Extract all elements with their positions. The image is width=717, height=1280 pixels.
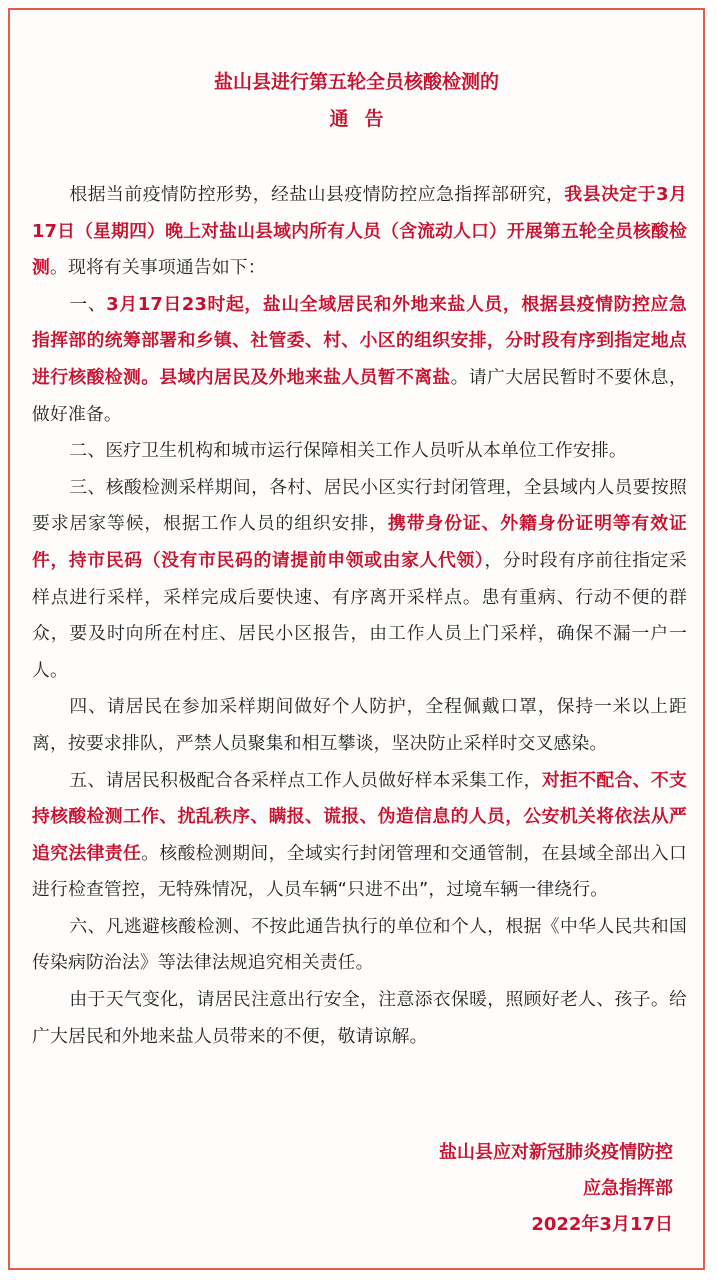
paragraph-item-1 [32,287,687,433]
signature-date: 2022年3月17日 [531,1214,673,1235]
highlight-text: 对拒不配合、不支持核酸检测工作、扰乱秩序、瞒报、谎报、伪造信息的人员，公安机关将依法从严追究法律责任 [32,769,687,864]
paragraph-text: 六、凡逃避核酸检测、不按此通告执行的单位和个人，根据《中华人民共和国传染病防治法》等法律法规追究相关责任。 [32,915,687,974]
paragraph-text: 四、请居民在参加采样期间做好个人防护，全程佩戴口罩，保持一米以上距离，按要求排队，严禁人员聚集和相互攀谈，坚决防止采样时交叉感染。 [32,696,687,754]
notice-document [8,8,705,1270]
paragraph-text: 三、核酸检测采样期间，各村、居民小区实行封闭管理，全县域内人员要按照要求居家等候，根据工作人员的组织安排， [32,476,687,535]
paragraph-closing [32,982,687,1055]
paragraph-text: 。现将有关事项通告如下： [49,257,266,279]
notice-body [32,177,687,1055]
highlight-text: 携带身份证、外籍身份证明等有效证件，持市民码（没有市民码的请提前申领或由家人代领） [32,513,687,571]
paragraph-text: 。请广大居民暂时不要休息，做好准备。 [32,366,687,425]
paragraph-intro [32,177,687,287]
paragraph-text: 。核酸检测期间，全域实行封闭管理和交通管制，在县域全部出入口进行检查管控，无特殊情况，人员车辆“只进不出”，过境车辆一律绕行。 [32,842,687,901]
paragraph-text: 由于天气变化，请居民注意出行安全，注意添衣保暖，照顾好老人、孩子。给广大居民和外地来盐人员带来的不便，敬请谅解。 [32,989,687,1047]
paragraph-item-2 [32,433,687,470]
notice-subtitle: 通告 [329,108,400,130]
signature-org-line1: 盐山县应对新冠肺炎疫情防控 [439,1142,673,1163]
paragraph-item-5 [32,763,687,909]
highlight-text: 3月17日23时起，盐山全域居民和外地来盐人员，根据县疫情防控应急指挥部的统筹部署和乡镇、社管委、村、小区的组织安排，分时段有序到指定地点进行核酸检测。县域内居民及外地来盐人员暂不离盐 [32,293,687,388]
paragraph-text: 五、请居民积极配合各采样点工作人员做好样本采集工作， [69,769,542,791]
paragraph-text: 一、 [69,293,107,315]
paragraph-item-3 [32,470,687,690]
paragraph-text: 根据当前疫情防控形势，经盐山县疫情防控应急指挥部研究， [69,184,565,205]
highlight-text: 我县决定于3月17日（星期四）晚上对盐山县域内所有人员（含流动人口）开展第五轮全员核酸检测 [32,184,687,279]
paragraph-text: 二、医疗卫生机构和城市运行保障相关工作人员听从本单位工作安排。 [69,440,627,462]
signature-org-line2: 应急指挥部 [583,1178,673,1199]
notice-title: 盐山县进行第五轮全员核酸检测的 [213,71,499,93]
paragraph-item-4 [32,689,687,762]
paragraph-item-6 [32,909,687,982]
paragraph-text: ，分时段有序前往指定采样点进行采样，采样完成后要快速、有序离开采样点。患有重病、行动不便的群众，要及时向所在村庄、居民小区报告，由工作人员上门采样，确保不漏一户一人。 [32,549,687,681]
